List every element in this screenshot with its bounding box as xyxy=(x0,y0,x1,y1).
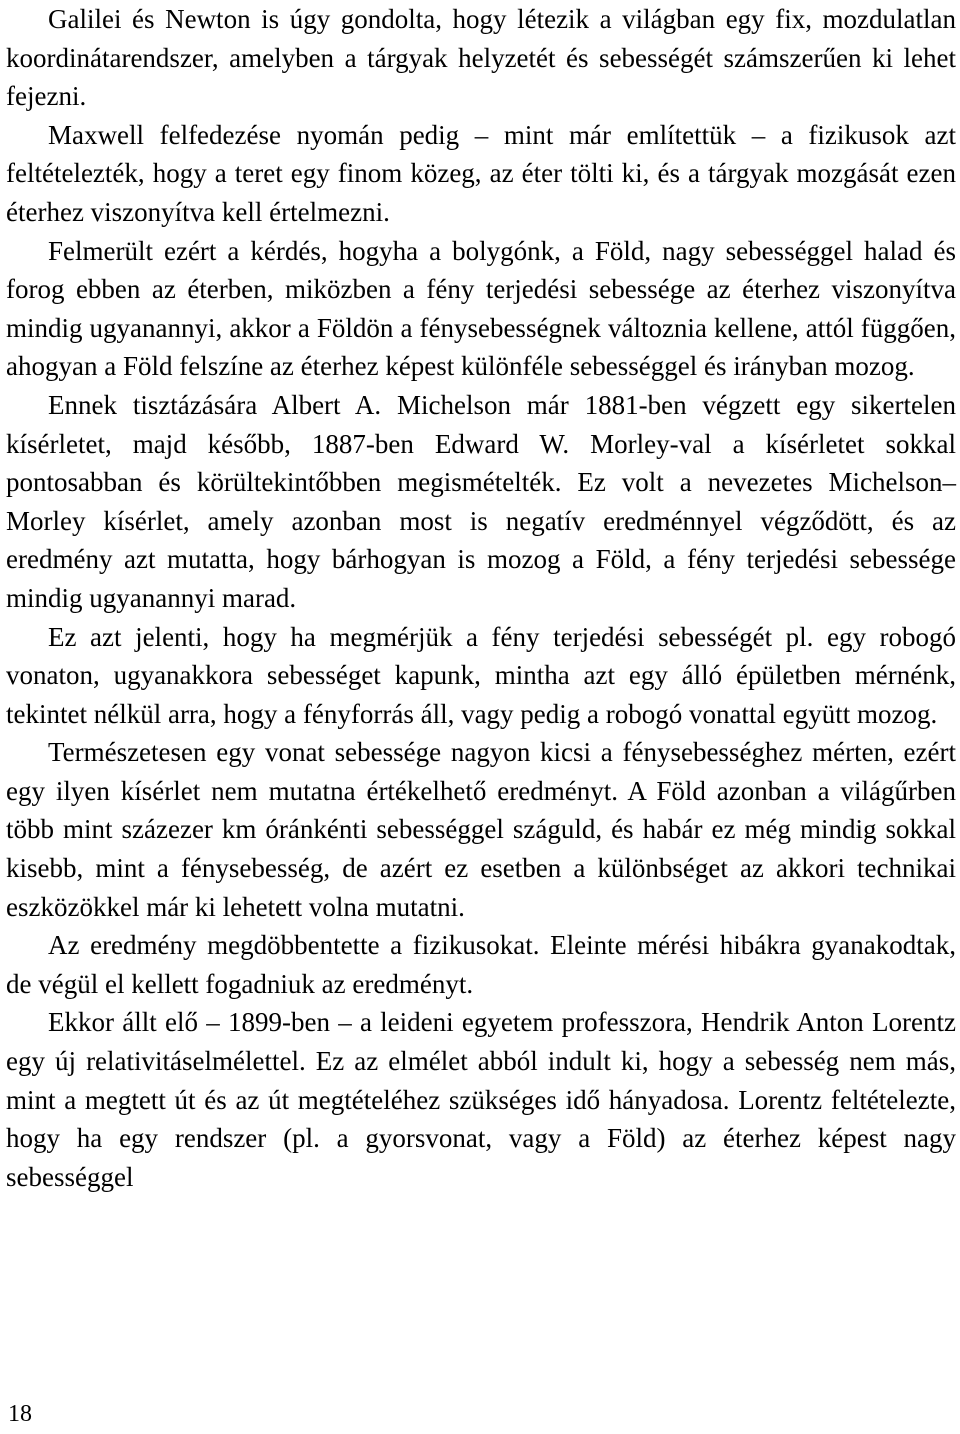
paragraph-maxwell-ether: Maxwell felfedezése nyomán pedig – mint már említettük – a fizikusok azt feltételezték, hogy a teret egy finom közeg, az éter tölti ki, és a tárgyak mozgását ezen éterhez viszonyítva kell értelmezni. xyxy=(6,119,956,227)
paragraph-lorentz-theory: Ekkor állt elő – 1899-ben – a leideni egyetem professzora, Hendrik Anton Lorentz egy új relativitáselmélettel. Ez az elmélet abból indult ki, hogy a sebesség nem más, mint a megtett út és az út megtételéhez szükséges idő hányadosa. Lorentz feltételezte, hogy ha egy rendszer (pl. a gyorsvonat, vagy a Föld) az éterhez képest nagy sebességgel xyxy=(6,1007,956,1192)
page-number: 18 xyxy=(8,1401,32,1427)
paragraph-earth-motion-question: Felmerült ezért a kérdés, hogyha a bolygónk, a Föld, nagy sebességgel halad és forog ebben az éterben, miközben a fény terjedési sebessége az éterhez viszonyítva mindig ugyanannyi, akkor a Földön a fénysebességnek változnia kellene, attól függően, ahogyan a Föld felszíne az éterhez képest különféle sebességgel és irányban mozog. xyxy=(6,235,956,382)
paragraph-train-example: Ez azt jelenti, hogy ha megmérjük a fény terjedési sebességét pl. egy robogó vonaton, ugyanakkora sebességet kapunk, mintha azt egy álló épületben mérnénk, tekintet nélkül arra, hogy a fényforrás áll, vagy pedig a robogó vonattal együtt mozog. xyxy=(6,621,956,729)
document-page xyxy=(6,0,956,1196)
paragraph-galilei-newton: Galilei és Newton is úgy gondolta, hogy létezik a világban egy fix, mozdulatlan koordinátarendszer, amelyben a tárgyak helyzetét és sebességét számszerűen ki lehet fejezni. xyxy=(6,4,956,112)
paragraph-earth-speed: Természetesen egy vonat sebessége nagyon kicsi a fénysebességhez mérten, ezért egy ilyen kísérlet nem mutatna értékelhető eredményt. A Föld azonban a világűrben több mint százezer km óránkénti sebességgel száguld, és habár ez még mindig sokkal kisebb, mint a fénysebesség, de azért ez esetben a különbséget az akkori technikai eszközökkel már ki lehetett volna mutatni. xyxy=(6,737,956,922)
paragraph-michelson-morley: Ennek tisztázására Albert A. Michelson már 1881-ben végzett egy sikertelen kísérletet, majd később, 1887-ben Edward W. Morley-val a kísérletet sokkal pontosabban és körültekintőbben megismételték. Ez volt a nevezetes Michelson–Morley kísérlet, amely azonban most is negatív eredménnyel végződött, és az eredmény azt mutatta, hogy bárhogyan is mozog a Föld, a fény terjedési sebessége mindig ugyanannyi marad. xyxy=(6,389,956,613)
paragraph-physicists-surprised: Az eredmény megdöbbentette a fizikusokat. Eleinte mérési hibákra gyanakodtak, de végül el kellett fogadniuk az eredményt. xyxy=(6,930,956,999)
